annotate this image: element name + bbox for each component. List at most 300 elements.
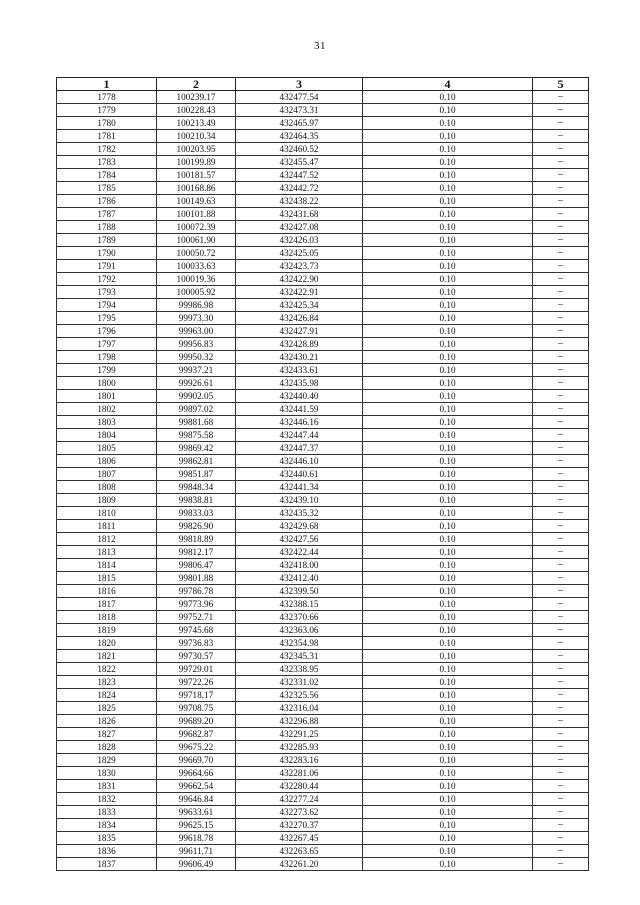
point-number-cell: 1816 [57, 585, 157, 598]
note-cell: – [533, 156, 589, 169]
table-row [57, 546, 589, 559]
point-number-cell: 1805 [57, 442, 157, 455]
x-coordinate-cell: 100228.43 [157, 104, 236, 117]
error-cell: 0.10 [363, 676, 533, 689]
y-coordinate-cell: 432273.62 [236, 806, 363, 819]
point-number-cell: 1821 [57, 650, 157, 663]
error-cell: 0.10 [363, 468, 533, 481]
y-coordinate-cell: 432465.97 [236, 117, 363, 130]
point-number-cell: 1786 [57, 195, 157, 208]
x-coordinate-cell: 100005.92 [157, 286, 236, 299]
point-number-cell: 1803 [57, 416, 157, 429]
table-row [57, 390, 589, 403]
note-cell: – [533, 182, 589, 195]
x-coordinate-cell: 100061.90 [157, 234, 236, 247]
point-number-cell: 1819 [57, 624, 157, 637]
table-row [57, 637, 589, 650]
point-number-cell: 1811 [57, 520, 157, 533]
note-cell: – [533, 390, 589, 403]
x-coordinate-cell: 100050.72 [157, 247, 236, 260]
point-number-cell: 1779 [57, 104, 157, 117]
error-cell: 0.10 [363, 416, 533, 429]
error-cell: 0.10 [363, 234, 533, 247]
point-number-cell: 1823 [57, 676, 157, 689]
table-row [57, 819, 589, 832]
y-coordinate-cell: 432426.03 [236, 234, 363, 247]
table-row [57, 676, 589, 689]
x-coordinate-cell: 99773.96 [157, 598, 236, 611]
table-row [57, 728, 589, 741]
x-coordinate-cell: 99708.75 [157, 702, 236, 715]
table-row [57, 429, 589, 442]
x-coordinate-cell: 99675.22 [157, 741, 236, 754]
table-row [57, 494, 589, 507]
x-coordinate-cell: 99851.87 [157, 468, 236, 481]
table-row [57, 468, 589, 481]
x-coordinate-cell: 99646.84 [157, 793, 236, 806]
table-row [57, 611, 589, 624]
note-cell: – [533, 221, 589, 234]
point-number-cell: 1778 [57, 91, 157, 104]
y-coordinate-cell: 432399.50 [236, 585, 363, 598]
note-cell: – [533, 429, 589, 442]
point-number-cell: 1806 [57, 455, 157, 468]
note-cell: – [533, 507, 589, 520]
error-cell: 0.10 [363, 858, 533, 871]
note-cell: – [533, 325, 589, 338]
x-coordinate-cell: 100203.95 [157, 143, 236, 156]
error-cell: 0.10 [363, 247, 533, 260]
x-coordinate-cell: 99689.20 [157, 715, 236, 728]
error-cell: 0.10 [363, 130, 533, 143]
point-number-cell: 1812 [57, 533, 157, 546]
y-coordinate-cell: 432426.84 [236, 312, 363, 325]
x-coordinate-cell: 100072.39 [157, 221, 236, 234]
note-cell: – [533, 468, 589, 481]
y-coordinate-cell: 432440.40 [236, 390, 363, 403]
note-cell: – [533, 169, 589, 182]
y-coordinate-cell: 432442.72 [236, 182, 363, 195]
x-coordinate-cell: 99722.26 [157, 676, 236, 689]
y-coordinate-cell: 432338.95 [236, 663, 363, 676]
x-coordinate-cell: 99926.61 [157, 377, 236, 390]
table-row [57, 260, 589, 273]
x-coordinate-cell: 100210.34 [157, 130, 236, 143]
x-coordinate-cell: 100101.88 [157, 208, 236, 221]
y-coordinate-cell: 432263.65 [236, 845, 363, 858]
y-coordinate-cell: 432464.35 [236, 130, 363, 143]
note-cell: – [533, 624, 589, 637]
table-body [57, 91, 589, 871]
point-number-cell: 1801 [57, 390, 157, 403]
note-cell: – [533, 494, 589, 507]
point-number-cell: 1832 [57, 793, 157, 806]
column-header-4: 4 [363, 78, 533, 91]
table-row [57, 754, 589, 767]
point-number-cell: 1809 [57, 494, 157, 507]
error-cell: 0.10 [363, 533, 533, 546]
x-coordinate-cell: 99633.61 [157, 806, 236, 819]
error-cell: 0.10 [363, 208, 533, 221]
table-row [57, 312, 589, 325]
note-cell: – [533, 403, 589, 416]
note-cell: – [533, 546, 589, 559]
table-row [57, 507, 589, 520]
error-cell: 0.10 [363, 312, 533, 325]
table-row [57, 338, 589, 351]
y-coordinate-cell: 432370.66 [236, 611, 363, 624]
table-row [57, 533, 589, 546]
y-coordinate-cell: 432283.16 [236, 754, 363, 767]
x-coordinate-cell: 99806.47 [157, 559, 236, 572]
point-number-cell: 1790 [57, 247, 157, 260]
table-row [57, 845, 589, 858]
point-number-cell: 1828 [57, 741, 157, 754]
x-coordinate-cell: 99973.30 [157, 312, 236, 325]
y-coordinate-cell: 432363.06 [236, 624, 363, 637]
y-coordinate-cell: 432354.98 [236, 637, 363, 650]
x-coordinate-cell: 99730.57 [157, 650, 236, 663]
table-row [57, 104, 589, 117]
note-cell: – [533, 481, 589, 494]
y-coordinate-cell: 432422.44 [236, 546, 363, 559]
y-coordinate-cell: 432447.44 [236, 429, 363, 442]
error-cell: 0.10 [363, 299, 533, 312]
note-cell: – [533, 208, 589, 221]
error-cell: 0.10 [363, 377, 533, 390]
note-cell: – [533, 364, 589, 377]
error-cell: 0.10 [363, 182, 533, 195]
x-coordinate-cell: 99801.88 [157, 572, 236, 585]
table-row [57, 351, 589, 364]
error-cell: 0.10 [363, 767, 533, 780]
point-number-cell: 1827 [57, 728, 157, 741]
point-number-cell: 1785 [57, 182, 157, 195]
error-cell: 0.10 [363, 156, 533, 169]
point-number-cell: 1810 [57, 507, 157, 520]
table-row [57, 299, 589, 312]
point-number-cell: 1820 [57, 637, 157, 650]
note-cell: – [533, 533, 589, 546]
y-coordinate-cell: 432423.73 [236, 260, 363, 273]
y-coordinate-cell: 432267.45 [236, 832, 363, 845]
table-row [57, 442, 589, 455]
point-number-cell: 1815 [57, 572, 157, 585]
y-coordinate-cell: 432325.56 [236, 689, 363, 702]
table-header [57, 78, 589, 91]
point-number-cell: 1797 [57, 338, 157, 351]
point-number-cell: 1795 [57, 312, 157, 325]
x-coordinate-cell: 99986.98 [157, 299, 236, 312]
table-row [57, 780, 589, 793]
y-coordinate-cell: 432427.08 [236, 221, 363, 234]
y-coordinate-cell: 432455.47 [236, 156, 363, 169]
y-coordinate-cell: 432422.90 [236, 273, 363, 286]
error-cell: 0.10 [363, 273, 533, 286]
table-row [57, 156, 589, 169]
y-coordinate-cell: 432316.04 [236, 702, 363, 715]
point-number-cell: 1836 [57, 845, 157, 858]
error-cell: 0.10 [363, 169, 533, 182]
note-cell: – [533, 611, 589, 624]
x-coordinate-cell: 99881.68 [157, 416, 236, 429]
table-row [57, 143, 589, 156]
table-row [57, 182, 589, 195]
x-coordinate-cell: 99718.17 [157, 689, 236, 702]
x-coordinate-cell: 99902.05 [157, 390, 236, 403]
note-cell: – [533, 780, 589, 793]
error-cell: 0.10 [363, 494, 533, 507]
y-coordinate-cell: 432285.93 [236, 741, 363, 754]
point-number-cell: 1833 [57, 806, 157, 819]
error-cell: 0.10 [363, 728, 533, 741]
point-number-cell: 1793 [57, 286, 157, 299]
note-cell: – [533, 793, 589, 806]
x-coordinate-cell: 100033.63 [157, 260, 236, 273]
note-cell: – [533, 351, 589, 364]
note-cell: – [533, 91, 589, 104]
y-coordinate-cell: 432427.91 [236, 325, 363, 338]
point-number-cell: 1835 [57, 832, 157, 845]
table-row [57, 715, 589, 728]
x-coordinate-cell: 99897.02 [157, 403, 236, 416]
error-cell: 0.10 [363, 286, 533, 299]
table-row [57, 130, 589, 143]
error-cell: 0.10 [363, 429, 533, 442]
x-coordinate-cell: 99669.70 [157, 754, 236, 767]
column-header-3: 3 [236, 78, 363, 91]
error-cell: 0.10 [363, 442, 533, 455]
table-row [57, 520, 589, 533]
note-cell: – [533, 143, 589, 156]
table-row [57, 286, 589, 299]
note-cell: – [533, 767, 589, 780]
table-row [57, 793, 589, 806]
error-cell: 0.10 [363, 689, 533, 702]
note-cell: – [533, 715, 589, 728]
x-coordinate-cell: 99826.90 [157, 520, 236, 533]
x-coordinate-cell: 100199.89 [157, 156, 236, 169]
table-row [57, 702, 589, 715]
point-number-cell: 1802 [57, 403, 157, 416]
point-number-cell: 1796 [57, 325, 157, 338]
y-coordinate-cell: 432440.61 [236, 468, 363, 481]
y-coordinate-cell: 432435.98 [236, 377, 363, 390]
y-coordinate-cell: 432280.44 [236, 780, 363, 793]
point-number-cell: 1808 [57, 481, 157, 494]
x-coordinate-cell: 99606.49 [157, 858, 236, 871]
y-coordinate-cell: 432439.10 [236, 494, 363, 507]
error-cell: 0.10 [363, 806, 533, 819]
note-cell: – [533, 117, 589, 130]
y-coordinate-cell: 432261.20 [236, 858, 363, 871]
y-coordinate-cell: 432446.10 [236, 455, 363, 468]
table-row [57, 481, 589, 494]
x-coordinate-cell: 99862.81 [157, 455, 236, 468]
point-number-cell: 1784 [57, 169, 157, 182]
column-header-5: 5 [533, 78, 589, 91]
table-row [57, 767, 589, 780]
table-row [57, 624, 589, 637]
error-cell: 0.10 [363, 546, 533, 559]
x-coordinate-cell: 100239.17 [157, 91, 236, 104]
table-row [57, 234, 589, 247]
x-coordinate-cell: 99956.83 [157, 338, 236, 351]
x-coordinate-cell: 99963.00 [157, 325, 236, 338]
y-coordinate-cell: 432473.31 [236, 104, 363, 117]
note-cell: – [533, 819, 589, 832]
table-row [57, 455, 589, 468]
note-cell: – [533, 377, 589, 390]
note-cell: – [533, 520, 589, 533]
table-row [57, 169, 589, 182]
table-row [57, 377, 589, 390]
note-cell: – [533, 312, 589, 325]
error-cell: 0.10 [363, 104, 533, 117]
x-coordinate-cell: 99752.71 [157, 611, 236, 624]
header-row [57, 78, 589, 91]
point-number-cell: 1822 [57, 663, 157, 676]
column-header-2: 2 [157, 78, 236, 91]
error-cell: 0.10 [363, 702, 533, 715]
table-row [57, 806, 589, 819]
table-row [57, 273, 589, 286]
point-number-cell: 1787 [57, 208, 157, 221]
note-cell: – [533, 663, 589, 676]
y-coordinate-cell: 432291.25 [236, 728, 363, 741]
note-cell: – [533, 104, 589, 117]
note-cell: – [533, 195, 589, 208]
x-coordinate-cell: 99833.03 [157, 507, 236, 520]
point-number-cell: 1837 [57, 858, 157, 871]
table-row [57, 650, 589, 663]
x-coordinate-cell: 99812.17 [157, 546, 236, 559]
y-coordinate-cell: 432425.34 [236, 299, 363, 312]
table-row [57, 91, 589, 104]
x-coordinate-cell: 99736.83 [157, 637, 236, 650]
y-coordinate-cell: 432331.02 [236, 676, 363, 689]
note-cell: – [533, 338, 589, 351]
point-number-cell: 1813 [57, 546, 157, 559]
table-row [57, 117, 589, 130]
point-number-cell: 1783 [57, 156, 157, 169]
x-coordinate-cell: 99745.68 [157, 624, 236, 637]
point-number-cell: 1814 [57, 559, 157, 572]
table-row [57, 247, 589, 260]
error-cell: 0.10 [363, 624, 533, 637]
x-coordinate-cell: 99664.66 [157, 767, 236, 780]
page-number: 31 [314, 40, 326, 52]
x-coordinate-cell: 100213.49 [157, 117, 236, 130]
note-cell: – [533, 598, 589, 611]
point-number-cell: 1794 [57, 299, 157, 312]
error-cell: 0.10 [363, 559, 533, 572]
x-coordinate-cell: 99729.01 [157, 663, 236, 676]
x-coordinate-cell: 100168.86 [157, 182, 236, 195]
point-number-cell: 1818 [57, 611, 157, 624]
y-coordinate-cell: 432422.91 [236, 286, 363, 299]
error-cell: 0.10 [363, 715, 533, 728]
note-cell: – [533, 845, 589, 858]
y-coordinate-cell: 432428.89 [236, 338, 363, 351]
y-coordinate-cell: 432270.37 [236, 819, 363, 832]
note-cell: – [533, 637, 589, 650]
table-row [57, 325, 589, 338]
x-coordinate-cell: 99937.21 [157, 364, 236, 377]
table-row [57, 208, 589, 221]
error-cell: 0.10 [363, 793, 533, 806]
x-coordinate-cell: 100019.36 [157, 273, 236, 286]
error-cell: 0.10 [363, 520, 533, 533]
error-cell: 0.10 [363, 195, 533, 208]
table-row [57, 559, 589, 572]
error-cell: 0.10 [363, 351, 533, 364]
note-cell: – [533, 676, 589, 689]
x-coordinate-cell: 99625.15 [157, 819, 236, 832]
error-cell: 0.10 [363, 481, 533, 494]
point-number-cell: 1789 [57, 234, 157, 247]
table-row [57, 832, 589, 845]
x-coordinate-cell: 99786.78 [157, 585, 236, 598]
error-cell: 0.10 [363, 741, 533, 754]
y-coordinate-cell: 432277.24 [236, 793, 363, 806]
table-row [57, 416, 589, 429]
table-row [57, 741, 589, 754]
error-cell: 0.10 [363, 364, 533, 377]
table-row [57, 689, 589, 702]
note-cell: – [533, 299, 589, 312]
error-cell: 0.10 [363, 845, 533, 858]
note-cell: – [533, 273, 589, 286]
x-coordinate-cell: 99818.89 [157, 533, 236, 546]
x-coordinate-cell: 99662.54 [157, 780, 236, 793]
point-number-cell: 1824 [57, 689, 157, 702]
y-coordinate-cell: 432441.59 [236, 403, 363, 416]
point-number-cell: 1792 [57, 273, 157, 286]
error-cell: 0.10 [363, 832, 533, 845]
note-cell: – [533, 689, 589, 702]
y-coordinate-cell: 432418.00 [236, 559, 363, 572]
error-cell: 0.10 [363, 325, 533, 338]
x-coordinate-cell: 100181.57 [157, 169, 236, 182]
y-coordinate-cell: 432429.68 [236, 520, 363, 533]
point-number-cell: 1826 [57, 715, 157, 728]
note-cell: – [533, 572, 589, 585]
error-cell: 0.10 [363, 598, 533, 611]
table-row [57, 195, 589, 208]
y-coordinate-cell: 432427.56 [236, 533, 363, 546]
point-number-cell: 1788 [57, 221, 157, 234]
error-cell: 0.10 [363, 650, 533, 663]
point-number-cell: 1831 [57, 780, 157, 793]
point-number-cell: 1780 [57, 117, 157, 130]
point-number-cell: 1829 [57, 754, 157, 767]
error-cell: 0.10 [363, 403, 533, 416]
y-coordinate-cell: 432433.61 [236, 364, 363, 377]
error-cell: 0.10 [363, 754, 533, 767]
point-number-cell: 1799 [57, 364, 157, 377]
note-cell: – [533, 234, 589, 247]
y-coordinate-cell: 432460.52 [236, 143, 363, 156]
point-number-cell: 1830 [57, 767, 157, 780]
point-number-cell: 1804 [57, 429, 157, 442]
note-cell: – [533, 286, 589, 299]
point-number-cell: 1817 [57, 598, 157, 611]
y-coordinate-cell: 432412.40 [236, 572, 363, 585]
y-coordinate-cell: 432435.32 [236, 507, 363, 520]
y-coordinate-cell: 432430.21 [236, 351, 363, 364]
table-row [57, 572, 589, 585]
